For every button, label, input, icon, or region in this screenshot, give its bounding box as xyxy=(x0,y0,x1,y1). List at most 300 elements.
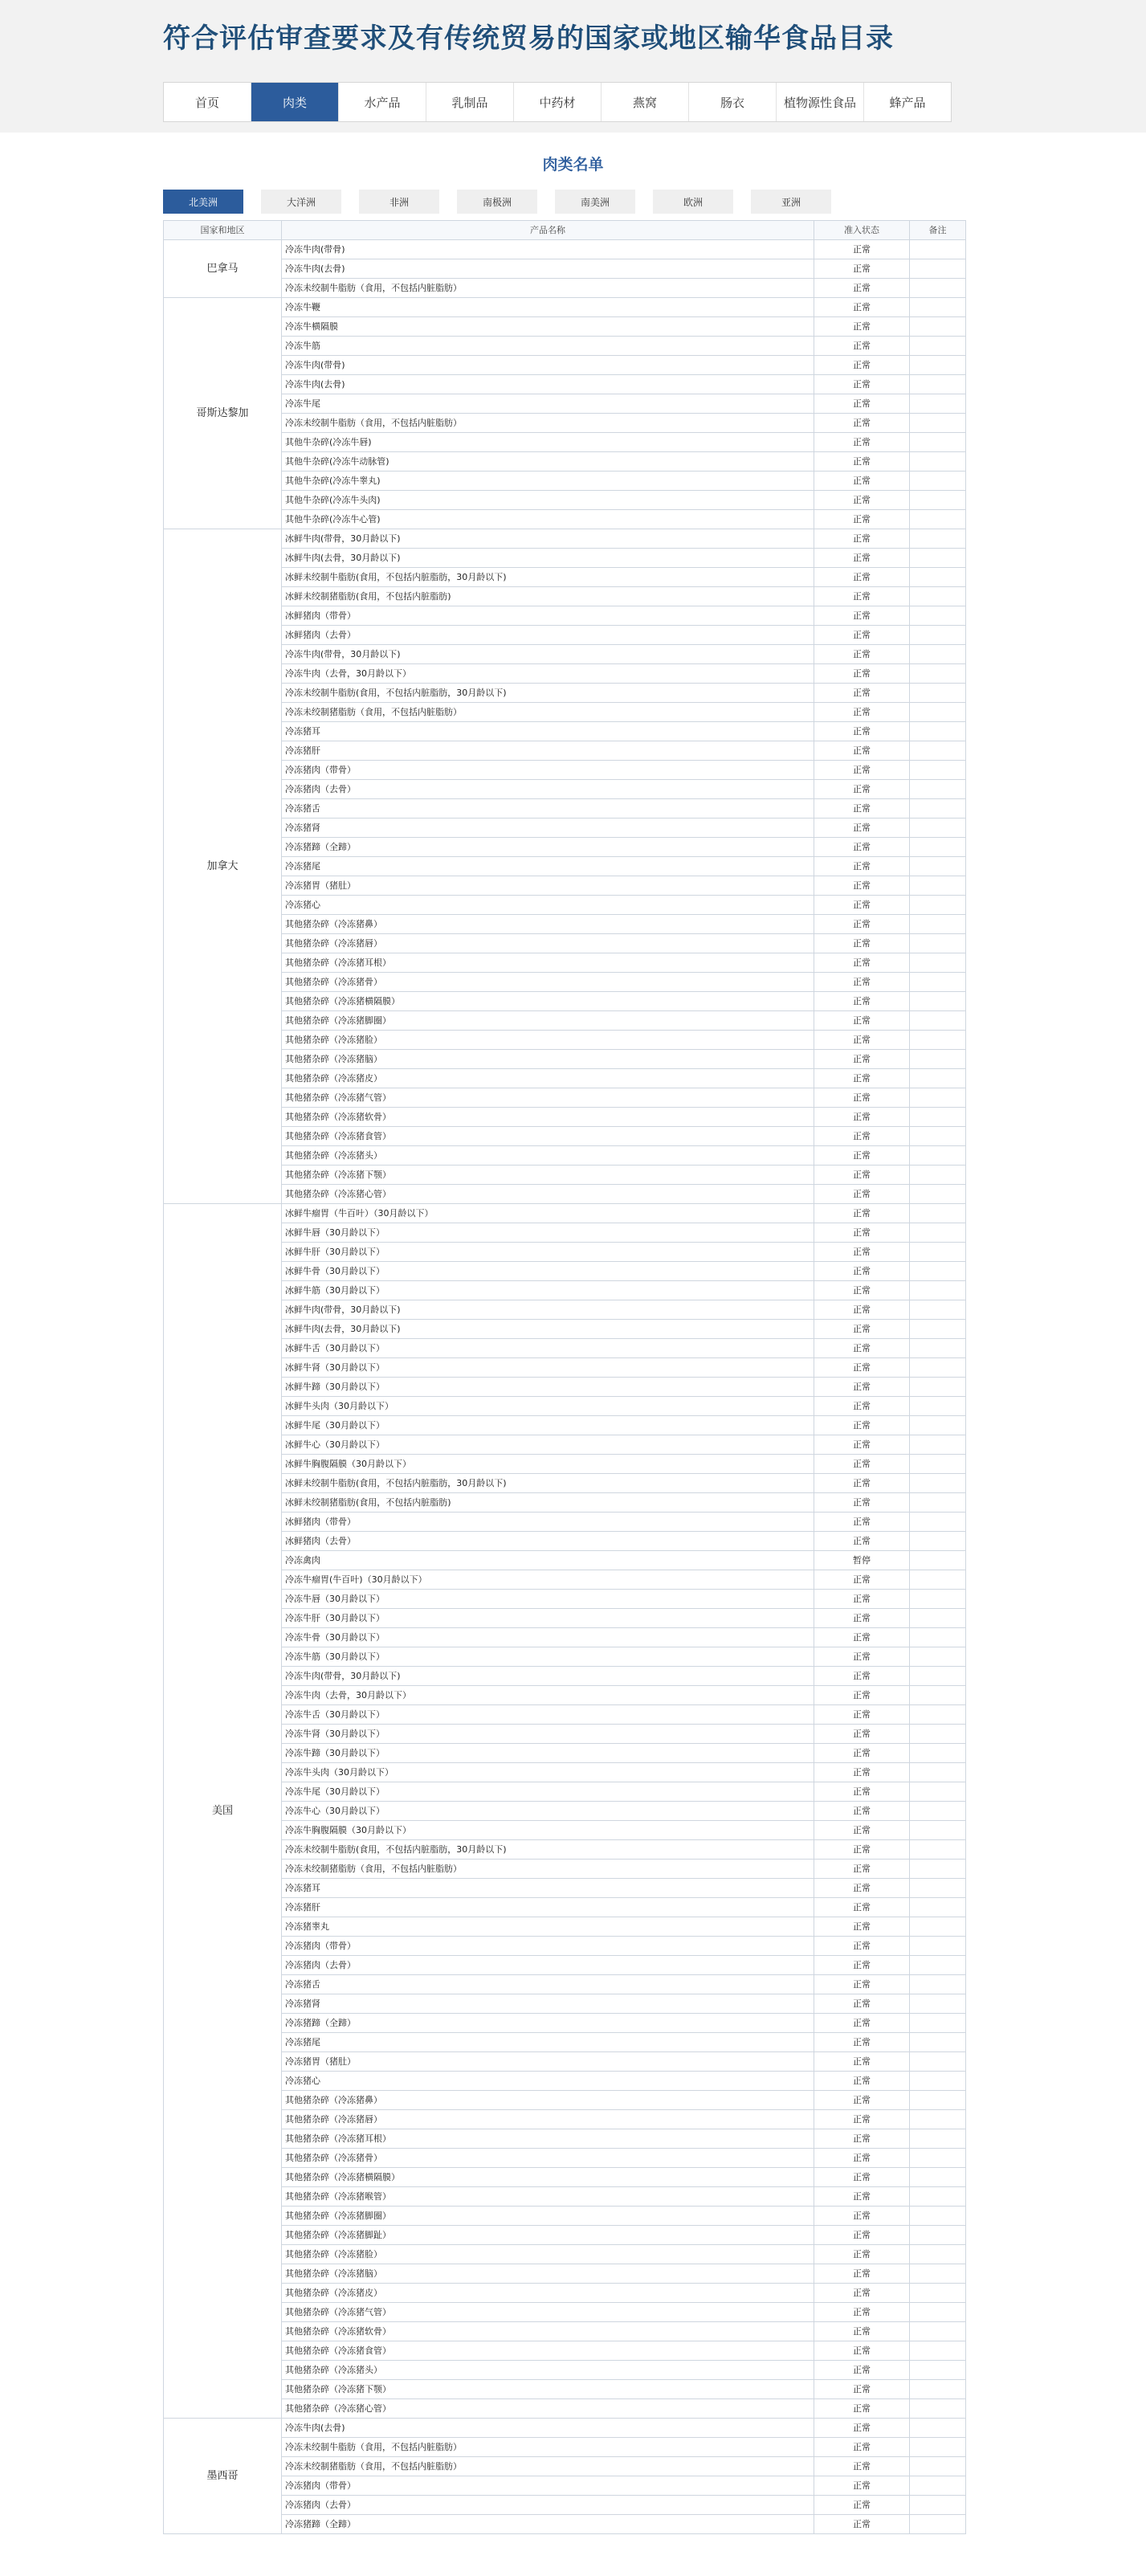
status-cell: 正常 xyxy=(814,1358,910,1378)
table-row xyxy=(164,1281,966,1300)
product-cell: 其他牛杂碎(冷冻牛头肉) xyxy=(282,491,814,510)
status-cell: 正常 xyxy=(814,2515,910,2534)
product-cell: 冰鲜猪肉（带骨） xyxy=(282,606,814,626)
remark-cell xyxy=(910,2322,966,2341)
product-cell: 冷冻猪心 xyxy=(282,2072,814,2091)
table-row xyxy=(164,1994,966,2014)
table-row xyxy=(164,2245,966,2264)
status-cell: 正常 xyxy=(814,1590,910,1609)
remark-cell xyxy=(910,1725,966,1744)
status-cell: 正常 xyxy=(814,529,910,549)
status-cell: 正常 xyxy=(814,896,910,915)
status-cell: 正常 xyxy=(814,1879,910,1898)
product-cell: 冷冻牛骨（30月龄以下） xyxy=(282,1628,814,1647)
table-row xyxy=(164,1243,966,1262)
product-cell: 冰鲜牛肉(带骨，30月龄以下) xyxy=(282,529,814,549)
product-cell: 其他猪杂碎（冷冻猪脚圈） xyxy=(282,1011,814,1031)
nav-item[interactable]: 中药材 xyxy=(514,83,602,121)
product-cell: 冰鲜牛头肉（30月龄以下） xyxy=(282,1397,814,1416)
remark-cell xyxy=(910,1262,966,1281)
status-cell: 正常 xyxy=(814,1744,910,1763)
product-cell: 冰鲜未绞制牛脂肪(食用，不包括内脏脂肪，30月龄以下) xyxy=(282,1474,814,1493)
continent-tab[interactable]: 亚洲 xyxy=(751,190,831,214)
product-cell: 其他猪杂碎（冷冻猪头） xyxy=(282,1146,814,1166)
table-row xyxy=(164,2149,966,2168)
product-cell: 其他猪杂碎（冷冻猪唇） xyxy=(282,934,814,953)
remark-cell xyxy=(910,337,966,356)
status-cell: 正常 xyxy=(814,2226,910,2245)
product-cell: 其他猪杂碎（冷冻猪喉管） xyxy=(282,2187,814,2207)
table-row xyxy=(164,568,966,587)
product-cell: 其他猪杂碎（冷冻猪脑） xyxy=(282,2264,814,2284)
product-cell: 冷冻猪肾 xyxy=(282,819,814,838)
table-row xyxy=(164,1647,966,1667)
remark-cell xyxy=(910,2457,966,2476)
remark-cell xyxy=(910,587,966,606)
header-remark: 备注 xyxy=(910,221,966,240)
product-cell: 冷冻猪耳 xyxy=(282,1879,814,1898)
table-row xyxy=(164,1782,966,1802)
remark-cell xyxy=(910,973,966,992)
product-cell: 冷冻未绞制牛脂肪(食用，不包括内脏脂肪，30月龄以下) xyxy=(282,684,814,703)
table-row xyxy=(164,799,966,819)
table-row xyxy=(164,279,966,298)
table-row xyxy=(164,259,966,279)
remark-cell xyxy=(910,896,966,915)
status-cell: 正常 xyxy=(814,568,910,587)
table-row xyxy=(164,761,966,780)
table-row xyxy=(164,1686,966,1705)
status-cell: 正常 xyxy=(814,1705,910,1725)
remark-cell xyxy=(910,1840,966,1860)
product-cell: 冷冻牛舌（30月龄以下） xyxy=(282,1705,814,1725)
remark-cell xyxy=(910,549,966,568)
status-cell: 正常 xyxy=(814,645,910,664)
status-cell: 正常 xyxy=(814,279,910,298)
status-cell: 正常 xyxy=(814,1474,910,1493)
table-row xyxy=(164,2264,966,2284)
table-row xyxy=(164,2380,966,2399)
product-cell: 冰鲜牛肝（30月龄以下） xyxy=(282,1243,814,1262)
table-row xyxy=(164,1937,966,1956)
table-row xyxy=(164,2322,966,2341)
table-row xyxy=(164,472,966,491)
remark-cell xyxy=(910,1416,966,1435)
remark-cell xyxy=(910,2245,966,2264)
nav-item[interactable]: 首页 xyxy=(164,83,251,121)
status-cell: 正常 xyxy=(814,1339,910,1358)
table-row xyxy=(164,1917,966,1937)
remark-cell xyxy=(910,1975,966,1994)
status-cell: 正常 xyxy=(814,491,910,510)
header-product: 产品名称 xyxy=(282,221,814,240)
remark-cell xyxy=(910,780,966,799)
product-cell: 冷冻猪蹄（全蹄） xyxy=(282,2014,814,2033)
table-row xyxy=(164,819,966,838)
table-row xyxy=(164,414,966,433)
remark-cell xyxy=(910,1956,966,1975)
status-cell: 正常 xyxy=(814,838,910,857)
table-row xyxy=(164,876,966,896)
country-cell: 哥斯达黎加 xyxy=(164,298,282,529)
remark-cell xyxy=(910,568,966,587)
country-cell: 巴拿马 xyxy=(164,240,282,298)
status-cell: 正常 xyxy=(814,472,910,491)
status-cell: 正常 xyxy=(814,722,910,741)
remark-cell xyxy=(910,2284,966,2303)
product-cell: 其他猪杂碎（冷冻猪软骨） xyxy=(282,1108,814,1127)
status-cell: 正常 xyxy=(814,2168,910,2187)
status-cell: 正常 xyxy=(814,2187,910,2207)
remark-cell xyxy=(910,1204,966,1223)
table-row xyxy=(164,992,966,1011)
remark-cell xyxy=(910,953,966,973)
remark-cell xyxy=(910,317,966,337)
product-cell: 其他猪杂碎（冷冻猪软骨） xyxy=(282,2322,814,2341)
product-cell: 其他猪杂碎（冷冻猪耳根） xyxy=(282,2129,814,2149)
status-cell: 正常 xyxy=(814,2091,910,2110)
remark-cell xyxy=(910,2264,966,2284)
status-cell: 正常 xyxy=(814,2438,910,2457)
status-cell: 正常 xyxy=(814,1686,910,1705)
status-cell: 正常 xyxy=(814,1609,910,1628)
remark-cell xyxy=(910,2361,966,2380)
remark-cell xyxy=(910,819,966,838)
remark-cell xyxy=(910,1031,966,1050)
table-row xyxy=(164,780,966,799)
table-row xyxy=(164,2496,966,2515)
table-row xyxy=(164,703,966,722)
status-cell: 正常 xyxy=(814,1204,910,1223)
remark-cell xyxy=(910,1570,966,1590)
remark-cell xyxy=(910,2399,966,2419)
remark-cell xyxy=(910,259,966,279)
status-cell: 正常 xyxy=(814,1011,910,1031)
product-cell: 冷冻牛尾（30月龄以下） xyxy=(282,1782,814,1802)
status-cell: 正常 xyxy=(814,1860,910,1879)
status-cell: 正常 xyxy=(814,915,910,934)
table-row xyxy=(164,2014,966,2033)
product-cell: 冷冻牛横隔膜 xyxy=(282,317,814,337)
table-row xyxy=(164,1050,966,1069)
status-cell: 正常 xyxy=(814,1300,910,1320)
table-row xyxy=(164,1705,966,1725)
product-cell: 冷冻牛肉(带骨，30月龄以下) xyxy=(282,1667,814,1686)
continent-tab[interactable]: 南美洲 xyxy=(555,190,635,214)
product-cell: 其他猪杂碎（冷冻猪耳根） xyxy=(282,953,814,973)
product-cell: 其他猪杂碎（冷冻猪鼻） xyxy=(282,915,814,934)
remark-cell xyxy=(910,2380,966,2399)
table-row xyxy=(164,1898,966,1917)
product-cell: 冷冻猪肉（带骨） xyxy=(282,2476,814,2496)
product-cell: 冰鲜未绞制猪脂肪(食用，不包括内脏脂肪) xyxy=(282,1493,814,1513)
product-cell: 冷冻未绞制牛脂肪（食用，不包括内脏脂肪） xyxy=(282,279,814,298)
status-cell: 正常 xyxy=(814,1821,910,1840)
table-row xyxy=(164,298,966,317)
product-cell: 其他牛杂碎(冷冻牛唇) xyxy=(282,433,814,452)
remark-cell xyxy=(910,2091,966,2110)
product-cell: 冷冻猪肝 xyxy=(282,1898,814,1917)
remark-cell xyxy=(910,1435,966,1455)
remark-cell xyxy=(910,1802,966,1821)
product-cell: 其他猪杂碎（冷冻猪下颚） xyxy=(282,2380,814,2399)
remark-cell xyxy=(910,1590,966,1609)
table-row xyxy=(164,1474,966,1493)
product-cell: 冷冻猪心 xyxy=(282,896,814,915)
product-cell: 冷冻牛肝（30月龄以下） xyxy=(282,1609,814,1628)
remark-cell xyxy=(910,684,966,703)
status-cell: 正常 xyxy=(814,1667,910,1686)
remark-cell xyxy=(910,1223,966,1243)
list-title: 肉类名单 xyxy=(542,156,604,174)
table-row xyxy=(164,1069,966,1088)
remark-cell xyxy=(910,1088,966,1108)
country-cell: 墨西哥 xyxy=(164,2419,282,2534)
status-cell: 正常 xyxy=(814,1397,910,1416)
table-row xyxy=(164,1628,966,1647)
product-cell: 冷冻猪肝 xyxy=(282,741,814,761)
remark-cell xyxy=(910,703,966,722)
product-cell: 其他猪杂碎（冷冻猪心管） xyxy=(282,1185,814,1204)
remark-cell xyxy=(910,1397,966,1416)
product-cell: 冷冻猪肉（带骨） xyxy=(282,1937,814,1956)
status-cell: 正常 xyxy=(814,2014,910,2033)
remark-cell xyxy=(910,1667,966,1686)
remark-cell xyxy=(910,375,966,394)
product-cell: 其他牛杂碎(冷冻牛睾丸) xyxy=(282,472,814,491)
remark-cell xyxy=(910,626,966,645)
product-cell: 冷冻未绞制牛脂肪（食用，不包括内脏脂肪） xyxy=(282,414,814,433)
remark-cell xyxy=(910,1358,966,1378)
status-cell: 正常 xyxy=(814,1320,910,1339)
product-cell: 冰鲜牛骨（30月龄以下） xyxy=(282,1262,814,1281)
status-cell: 正常 xyxy=(814,1917,910,1937)
status-cell: 正常 xyxy=(814,1435,910,1455)
product-cell: 其他猪杂碎（冷冻猪脚趾） xyxy=(282,2226,814,2245)
product-cell: 冰鲜牛蹄（30月龄以下） xyxy=(282,1378,814,1397)
product-cell: 冷冻牛肉(去骨) xyxy=(282,375,814,394)
status-cell: 正常 xyxy=(814,2457,910,2476)
table-row xyxy=(164,2033,966,2052)
status-cell: 正常 xyxy=(814,1262,910,1281)
product-cell: 冷冻猪睾丸 xyxy=(282,1917,814,1937)
status-cell: 正常 xyxy=(814,992,910,1011)
product-cell: 其他猪杂碎（冷冻猪食管） xyxy=(282,1127,814,1146)
remark-cell xyxy=(910,2129,966,2149)
nav-item[interactable]: 燕窝 xyxy=(602,83,689,121)
status-cell: 暂停 xyxy=(814,1551,910,1570)
remark-cell xyxy=(910,1339,966,1358)
table-row xyxy=(164,1513,966,1532)
nav-item[interactable]: 肉类 xyxy=(251,83,339,121)
remark-cell xyxy=(910,414,966,433)
remark-cell xyxy=(910,1455,966,1474)
nav-item[interactable]: 蜂产品 xyxy=(889,95,926,110)
status-cell: 正常 xyxy=(814,819,910,838)
product-cell: 冷冻牛筋（30月龄以下） xyxy=(282,1647,814,1667)
remark-cell xyxy=(910,1647,966,1667)
product-cell: 冷冻牛蹄（30月龄以下） xyxy=(282,1744,814,1763)
status-cell: 正常 xyxy=(814,1031,910,1050)
product-cell: 冷冻牛鞭 xyxy=(282,298,814,317)
table-row xyxy=(164,1223,966,1243)
product-cell: 冰鲜猪肉（带骨） xyxy=(282,1513,814,1532)
nav-item[interactable]: 植物源性食品 xyxy=(777,83,864,121)
status-cell: 正常 xyxy=(814,1763,910,1782)
remark-cell xyxy=(910,2014,966,2033)
remark-cell xyxy=(910,2052,966,2072)
product-cell: 冷冻猪胃（猪肚） xyxy=(282,876,814,896)
remark-cell xyxy=(910,2168,966,2187)
remark-cell xyxy=(910,606,966,626)
table-row xyxy=(164,1378,966,1397)
remark-cell xyxy=(910,2419,966,2438)
nav-item[interactable]: 水产品 xyxy=(339,83,426,121)
product-cell: 冷冻牛肉(带骨，30月龄以下) xyxy=(282,645,814,664)
remark-cell xyxy=(910,857,966,876)
status-cell: 正常 xyxy=(814,1378,910,1397)
meat-list-table xyxy=(163,220,966,2534)
status-cell: 正常 xyxy=(814,2149,910,2168)
continent-tab[interactable]: 欧洲 xyxy=(653,190,733,214)
status-cell: 正常 xyxy=(814,2284,910,2303)
table-row xyxy=(164,1011,966,1031)
table-row xyxy=(164,2419,966,2438)
remark-cell xyxy=(910,2515,966,2534)
table-row xyxy=(164,2399,966,2419)
table-header-row xyxy=(164,221,966,240)
continent-tab[interactable]: 非洲 xyxy=(359,190,439,214)
table-row xyxy=(164,722,966,741)
remark-cell xyxy=(910,1609,966,1628)
product-cell: 冷冻未绞制猪脂肪（食用，不包括内脏脂肪） xyxy=(282,2457,814,2476)
status-cell: 正常 xyxy=(814,934,910,953)
continent-tab[interactable]: 大洋洲 xyxy=(261,190,341,214)
product-cell: 冷冻猪肉（带骨） xyxy=(282,761,814,780)
status-cell: 正常 xyxy=(814,1975,910,1994)
table-row xyxy=(164,2284,966,2303)
table-row xyxy=(164,529,966,549)
status-cell: 正常 xyxy=(814,1647,910,1667)
product-cell: 冷冻牛筋 xyxy=(282,337,814,356)
table-row xyxy=(164,1397,966,1416)
status-cell: 正常 xyxy=(814,1570,910,1590)
table-row xyxy=(164,896,966,915)
product-cell: 冰鲜猪肉（去骨） xyxy=(282,1532,814,1551)
product-cell: 其他猪杂碎（冷冻猪皮） xyxy=(282,2284,814,2303)
remark-cell xyxy=(910,1378,966,1397)
product-cell: 冷冻未绞制牛脂肪（食用，不包括内脏脂肪） xyxy=(282,2438,814,2457)
status-cell: 正常 xyxy=(814,1166,910,1185)
table-row xyxy=(164,1146,966,1166)
remark-cell xyxy=(910,1821,966,1840)
product-cell: 其他猪杂碎（冷冻猪食管） xyxy=(282,2341,814,2361)
remark-cell xyxy=(910,2438,966,2457)
product-cell: 冷冻猪尾 xyxy=(282,857,814,876)
remark-cell xyxy=(910,1917,966,1937)
continent-tab[interactable]: 南极洲 xyxy=(457,190,537,214)
table-row xyxy=(164,1609,966,1628)
status-cell: 正常 xyxy=(814,1532,910,1551)
main-nav xyxy=(163,82,952,122)
remark-cell xyxy=(910,1493,966,1513)
remark-cell xyxy=(910,2072,966,2091)
remark-cell xyxy=(910,1879,966,1898)
product-cell: 冷冻猪胃（猪肚） xyxy=(282,2052,814,2072)
table-row xyxy=(164,1975,966,1994)
status-cell: 正常 xyxy=(814,2361,910,2380)
remark-cell xyxy=(910,1686,966,1705)
nav-item[interactable]: 乳制品 xyxy=(426,83,514,121)
product-cell: 冷冻牛肉（去骨，30月龄以下） xyxy=(282,1686,814,1705)
remark-cell xyxy=(910,876,966,896)
remark-cell xyxy=(910,279,966,298)
status-cell: 正常 xyxy=(814,953,910,973)
table-row xyxy=(164,1590,966,1609)
table-row xyxy=(164,2187,966,2207)
remark-cell xyxy=(910,1937,966,1956)
status-cell: 正常 xyxy=(814,259,910,279)
remark-cell xyxy=(910,1300,966,1320)
status-cell: 正常 xyxy=(814,2033,910,2052)
table-row xyxy=(164,1031,966,1050)
table-row xyxy=(164,2476,966,2496)
status-cell: 正常 xyxy=(814,2419,910,2438)
table-row xyxy=(164,1320,966,1339)
status-cell: 正常 xyxy=(814,606,910,626)
status-cell: 正常 xyxy=(814,1937,910,1956)
remark-cell xyxy=(910,1551,966,1570)
table-row xyxy=(164,684,966,703)
product-cell: 冷冻牛肾（30月龄以下） xyxy=(282,1725,814,1744)
status-cell: 正常 xyxy=(814,1898,910,1917)
site-title: 符合评估审查要求及有传统贸易的国家或地区输华食品目录 xyxy=(163,22,894,55)
remark-cell xyxy=(910,2207,966,2226)
status-cell: 正常 xyxy=(814,2207,910,2226)
continent-tab[interactable]: 北美洲 xyxy=(163,190,243,214)
remark-cell xyxy=(910,1513,966,1532)
status-cell: 正常 xyxy=(814,664,910,684)
product-cell: 冷冻猪舌 xyxy=(282,1975,814,1994)
product-cell: 冰鲜牛筋（30月龄以下） xyxy=(282,1281,814,1300)
status-cell: 正常 xyxy=(814,2052,910,2072)
table-row xyxy=(164,2052,966,2072)
remark-cell xyxy=(910,452,966,472)
status-cell: 正常 xyxy=(814,240,910,259)
status-cell: 正常 xyxy=(814,1108,910,1127)
status-cell: 正常 xyxy=(814,2303,910,2322)
remark-cell xyxy=(910,491,966,510)
status-cell: 正常 xyxy=(814,799,910,819)
table-row xyxy=(164,915,966,934)
status-cell: 正常 xyxy=(814,2476,910,2496)
product-cell: 其他牛杂碎(冷冻牛动脉管) xyxy=(282,452,814,472)
remark-cell xyxy=(910,915,966,934)
product-cell: 冷冻牛尾 xyxy=(282,394,814,414)
table-row xyxy=(164,645,966,664)
nav-item[interactable]: 肠衣 xyxy=(689,83,777,121)
status-cell: 正常 xyxy=(814,857,910,876)
product-cell: 冷冻猪肾 xyxy=(282,1994,814,2014)
table-row xyxy=(164,1339,966,1358)
product-cell: 冷冻未绞制牛脂肪(食用，不包括内脏脂肪，30月龄以下) xyxy=(282,1840,814,1860)
remark-cell xyxy=(910,1763,966,1782)
header-country: 国家和地区 xyxy=(164,221,282,240)
remark-cell xyxy=(910,838,966,857)
product-cell: 冰鲜牛舌（30月龄以下） xyxy=(282,1339,814,1358)
table-row xyxy=(164,1088,966,1108)
status-cell: 正常 xyxy=(814,761,910,780)
